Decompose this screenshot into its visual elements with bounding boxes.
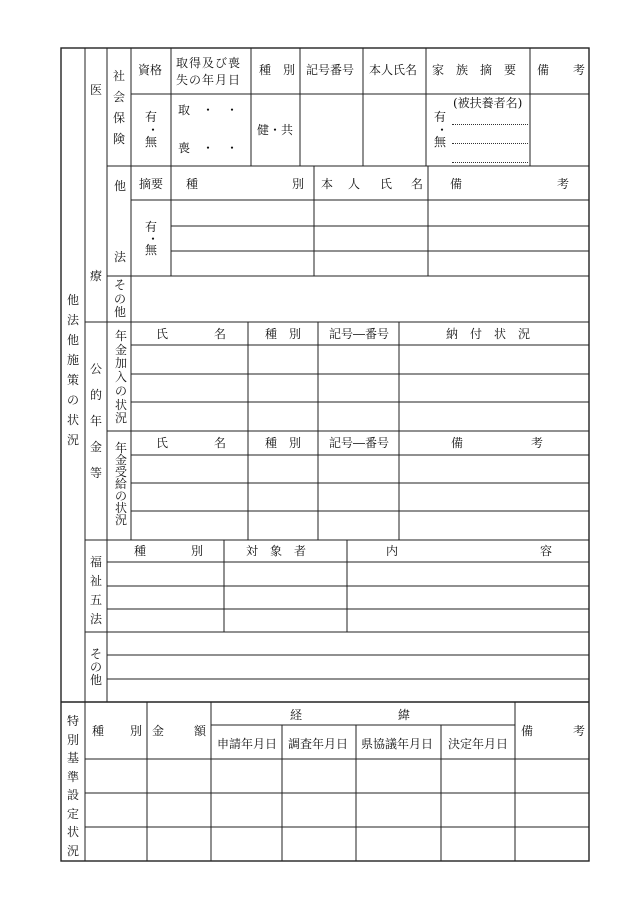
sp-header-council: 県協議年月日 xyxy=(361,737,434,751)
sp-header-decision: 決定年月日 xyxy=(448,737,509,751)
sp-header-type-b: 別 xyxy=(130,724,143,738)
benefit-header-remarks-a: 備 xyxy=(451,436,464,450)
ol-header-remarks-a: 備 xyxy=(450,177,463,191)
public-pension-label: 公的年金等 xyxy=(89,362,102,480)
header-code-number: 記号番号 xyxy=(306,63,355,77)
header-acquire-lose-date: 取得及び喪失の年月日 xyxy=(176,56,242,87)
medical-other-label: その他 xyxy=(113,278,126,319)
ol-header-type-b: 別 xyxy=(292,177,305,191)
sp-header-process: 経 緯 xyxy=(290,708,411,722)
sp-header-amount-a: 金 xyxy=(152,724,165,738)
other-measures-title: 他法他施策の状況 xyxy=(66,293,79,447)
header-type: 種 別 xyxy=(259,63,296,77)
other-section-label: その他 xyxy=(89,647,102,687)
ol-header-remarks-b: 考 xyxy=(557,177,570,191)
ol-header-name-3: 氏 xyxy=(380,177,393,191)
ol-header-type-a: 種 xyxy=(186,177,199,191)
other-law-label-top: 他 xyxy=(113,179,126,193)
benefits-label: 年金受給の状況 xyxy=(114,441,127,527)
qual-no: 無 xyxy=(145,135,158,149)
social-insurance-label: 社会保険 xyxy=(112,69,125,146)
benefit-header-name-a: 氏 xyxy=(156,436,169,450)
sp-header-type-a: 種 xyxy=(92,724,105,738)
sp-header-survey: 調査年月日 xyxy=(288,737,349,751)
enroll-header-code: 記号―番号 xyxy=(329,327,390,341)
welfare-header-content-a: 内 xyxy=(386,544,399,558)
benefit-header-name-b: 名 xyxy=(214,436,227,450)
lose-date-field[interactable]: 喪 ・ ・ xyxy=(178,141,239,155)
sp-header-amount-b: 額 xyxy=(194,724,207,738)
welfare-header-type-a: 種 xyxy=(134,544,147,558)
dependent-line-1[interactable] xyxy=(452,124,528,125)
special-standard-title: 特別基準設定状況 xyxy=(66,714,79,858)
header-family-note: 家 族 摘 要 xyxy=(432,63,517,77)
welfare-header-content-b: 容 xyxy=(540,544,553,558)
medical-label-bottom: 療 xyxy=(89,269,102,283)
benefit-header-code: 記号―番号 xyxy=(329,436,390,450)
other-law-label-bottom: 法 xyxy=(113,250,126,264)
dependent-line-2[interactable] xyxy=(452,143,528,144)
benefit-header-type: 種 別 xyxy=(265,436,302,450)
welfare-header-type-b: 別 xyxy=(191,544,204,558)
welfare-header-target: 対 象 者 xyxy=(246,544,307,558)
header-remarks: 備 考 xyxy=(537,63,586,77)
acquire-date-field[interactable]: 取 ・ ・ xyxy=(178,103,239,117)
enroll-header-name-b: 名 xyxy=(214,327,227,341)
header-person-name: 本人氏名 xyxy=(369,63,418,77)
type-value: 健・共 xyxy=(257,123,294,137)
ol-yes: 有 xyxy=(145,220,158,234)
header-qualification: 資格 xyxy=(138,63,163,77)
enrollment-label: 年金加入の状況 xyxy=(114,329,127,426)
welfare-label: 福祉五法 xyxy=(89,555,102,626)
ol-header-name-4: 名 xyxy=(411,177,424,191)
enroll-header-name-a: 氏 xyxy=(156,327,169,341)
ol-header-name-1: 本 xyxy=(321,177,334,191)
sp-header-remarks-b: 考 xyxy=(573,724,586,738)
ol-header-name-2: 人 xyxy=(348,177,361,191)
family-dot: ・ xyxy=(436,123,449,137)
enroll-header-payment: 納 付 状 況 xyxy=(446,327,531,341)
sp-header-apply: 申請年月日 xyxy=(217,737,278,751)
family-yes: 有 xyxy=(434,110,447,124)
dependent-line-3[interactable] xyxy=(452,162,528,163)
ol-dot: ・ xyxy=(147,232,160,246)
qual-dot: ・ xyxy=(147,123,160,137)
sp-header-remarks-a: 備 xyxy=(521,724,534,738)
enroll-header-type: 種 別 xyxy=(265,327,302,341)
qual-yes: 有 xyxy=(145,110,158,124)
medical-label-top: 医 xyxy=(89,83,102,97)
ol-header-summary: 摘要 xyxy=(139,177,164,191)
dependents-title: (被扶養者名) xyxy=(453,96,523,110)
family-no: 無 xyxy=(434,135,447,149)
ol-no: 無 xyxy=(145,243,158,257)
benefit-header-remarks-b: 考 xyxy=(531,436,544,450)
